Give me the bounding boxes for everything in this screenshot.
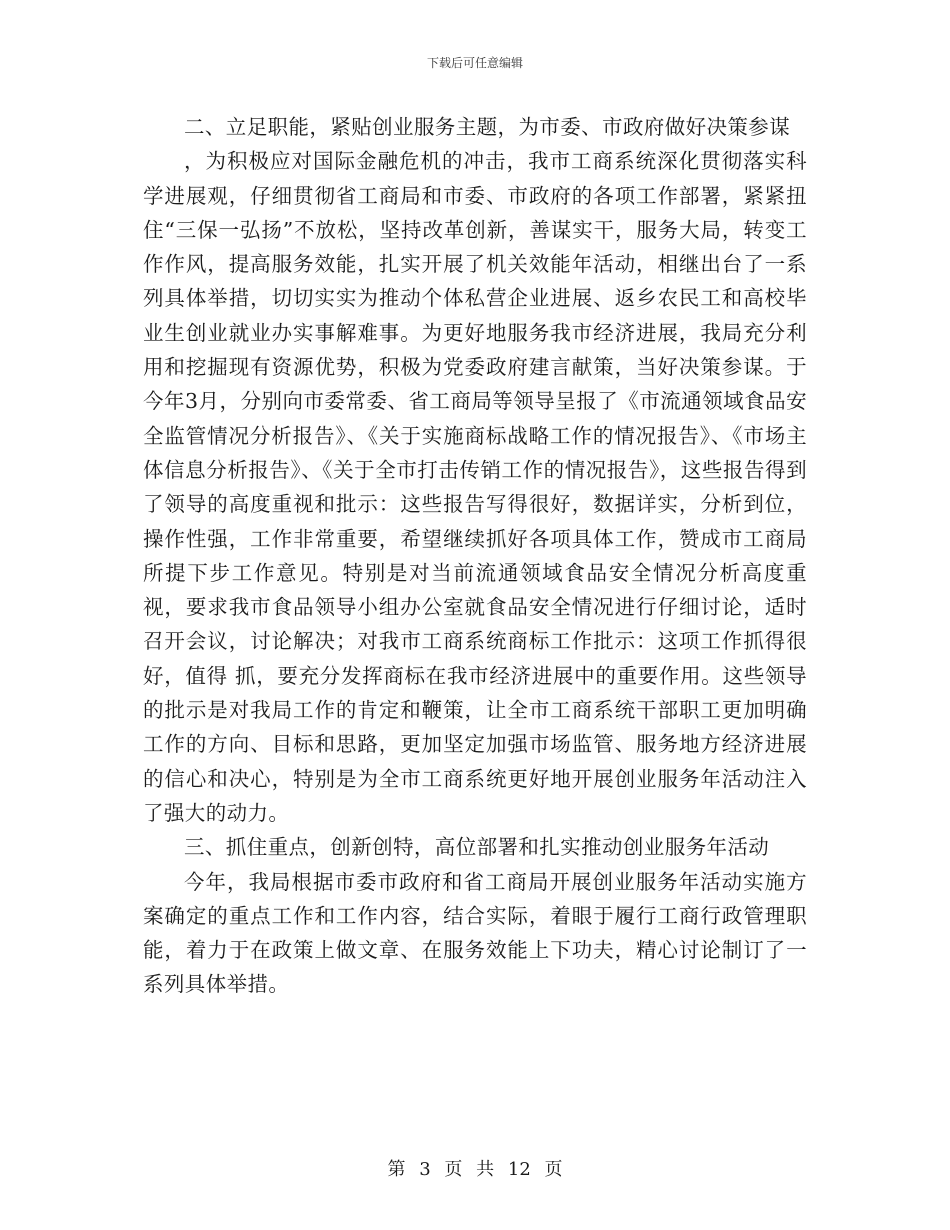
footer-current-page: 3 (419, 1159, 431, 1180)
footer-prefix: 第 (387, 1159, 406, 1180)
section-heading-3: 三、抓住重点，创新创特，高位部署和扎实推动创业服务年活动 (184, 835, 770, 860)
body-paragraph-1: ，为积极应对国际金融危机的冲击，我市工商系统深化贯彻落实科学进展观，仔细贯彻省工商局和市委、市政府的各项工作部署，紧紧扭住“三保一弘扬”不放松，坚持改革创新，善谋实干，服务大局，转变工作作风，提高服务效能，扎实开展了机关效能年活动，相继出台了一系列具体举措，切切实实为推动个体私营企业进展、返乡农民工和高校毕业生创业就业办实事解难事。为更好地服务我市经济进展，我局充分利用和挖掘现有资源优势，积极为党委政府建言献策，当好决策参谋。于今年3月，分别向市委常委、省工商局等领导呈报了《市流通领域食品安全监管情况分析报告》、《关于实施商标战略工作的情况报告》、《市场主体信息分析报告》、《关于全市打击传销工作的情况报告》，这些报告得到了领导的高度重视和批示：这些报告写得很好，数据详实，分析到位，操作性强，工作非常重要，希望继续抓好各项具体工作，赞成市工商局所提下步工作意见。特别是对当前流通领域食品安全情况分析高度重视，要求我市食品领导小组办公室就食品安全情况进行仔细讨论，适时召开会议，讨论解决；对我市工商系统商标工作批示：这项工作抓得很好，值得 抓，要充分发挥商标在我市经济进展中的重要作用。这些领导的批示是对我局工作的肯定和鞭策，让全市工商系统干部职工更加明确工作的方向、目标和思路，更加坚定加强市场监管、服务地方经济进展的信心和决心，特别是为全市工商系统更好地开展创业服务年活动注入了强大的动力。 (143, 149, 807, 825)
footer-suffix: 页 (544, 1159, 563, 1180)
document-body (143, 110, 807, 1002)
page-header: 下载后可任意编辑 (426, 56, 523, 70)
footer-total-word: 共 (476, 1159, 495, 1180)
footer-page-word: 页 (444, 1159, 463, 1180)
footer-total-pages: 12 (507, 1159, 531, 1180)
page-footer (0, 1155, 950, 1181)
section-heading-2: 二、立足职能，紧贴创业服务主题，为市委、市政府做好决策参谋 (184, 115, 791, 139)
body-paragraph-2: 今年，我局根据市委市政府和省工商局开展创业服务年活动实施方案确定的重点工作和工作内容，结合实际，着眼于履行工商行政管理职能，着力于在政策上做文章、在服务效能上下功夫，精心讨论制订了一系列具体举措。 (143, 869, 807, 997)
